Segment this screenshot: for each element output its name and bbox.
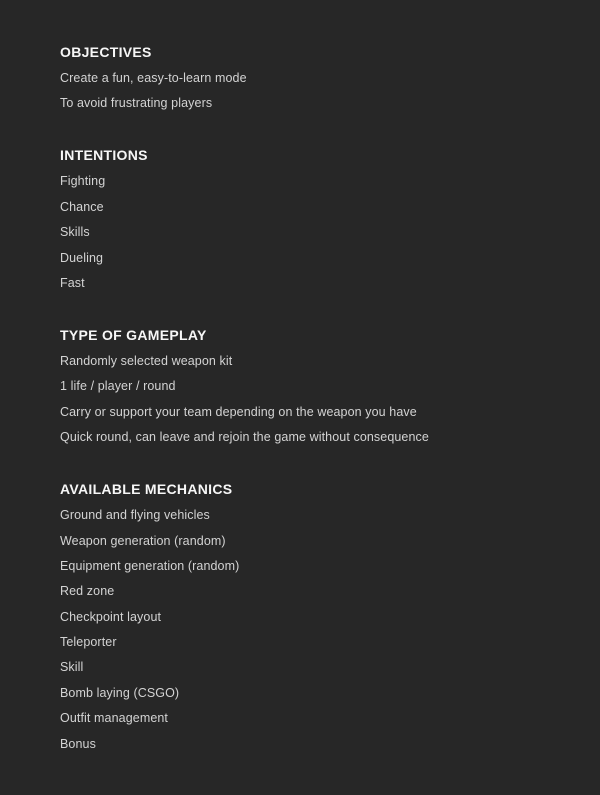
sections-container bbox=[60, 44, 560, 752]
list-item: Randomly selected weapon kit bbox=[60, 353, 233, 368]
list-item: Bonus bbox=[60, 736, 96, 751]
list-item: Carry or support your team depending on the weapon you have bbox=[60, 404, 417, 419]
list-item: Fighting bbox=[60, 174, 106, 189]
section bbox=[60, 147, 560, 291]
list-item: Teleporter bbox=[60, 635, 117, 650]
list-item: To avoid frustrating players bbox=[60, 96, 213, 111]
section bbox=[60, 327, 560, 445]
list-item: Bomb laying (CSGO) bbox=[60, 685, 180, 700]
list-item: Skills bbox=[60, 225, 90, 240]
section bbox=[60, 481, 560, 752]
list-item: 1 life / player / round bbox=[60, 379, 176, 394]
list-item: Create a fun, easy-to-learn mode bbox=[60, 71, 247, 85]
section-title: AVAILABLE MECHANICS bbox=[60, 481, 233, 498]
list-item: Dueling bbox=[60, 250, 104, 265]
list-item: Outfit management bbox=[60, 711, 169, 726]
list-item: Checkpoint layout bbox=[60, 609, 162, 624]
section-title: OBJECTIVES bbox=[60, 44, 152, 60]
section bbox=[60, 44, 560, 111]
section-title: TYPE OF GAMEPLAY bbox=[60, 326, 207, 343]
list-item: Fast bbox=[60, 275, 85, 290]
section-title: INTENTIONS bbox=[60, 147, 148, 164]
list-item: Chance bbox=[60, 199, 104, 214]
list-item: Weapon generation (random) bbox=[60, 533, 226, 548]
list-item: Skill bbox=[60, 660, 84, 675]
list-item: Quick round, can leave and rejoin the game without consequence bbox=[60, 430, 429, 445]
list-item: Red zone bbox=[60, 584, 115, 599]
list-item: Equipment generation (random) bbox=[60, 558, 240, 573]
list-item: Ground and flying vehicles bbox=[60, 508, 210, 523]
